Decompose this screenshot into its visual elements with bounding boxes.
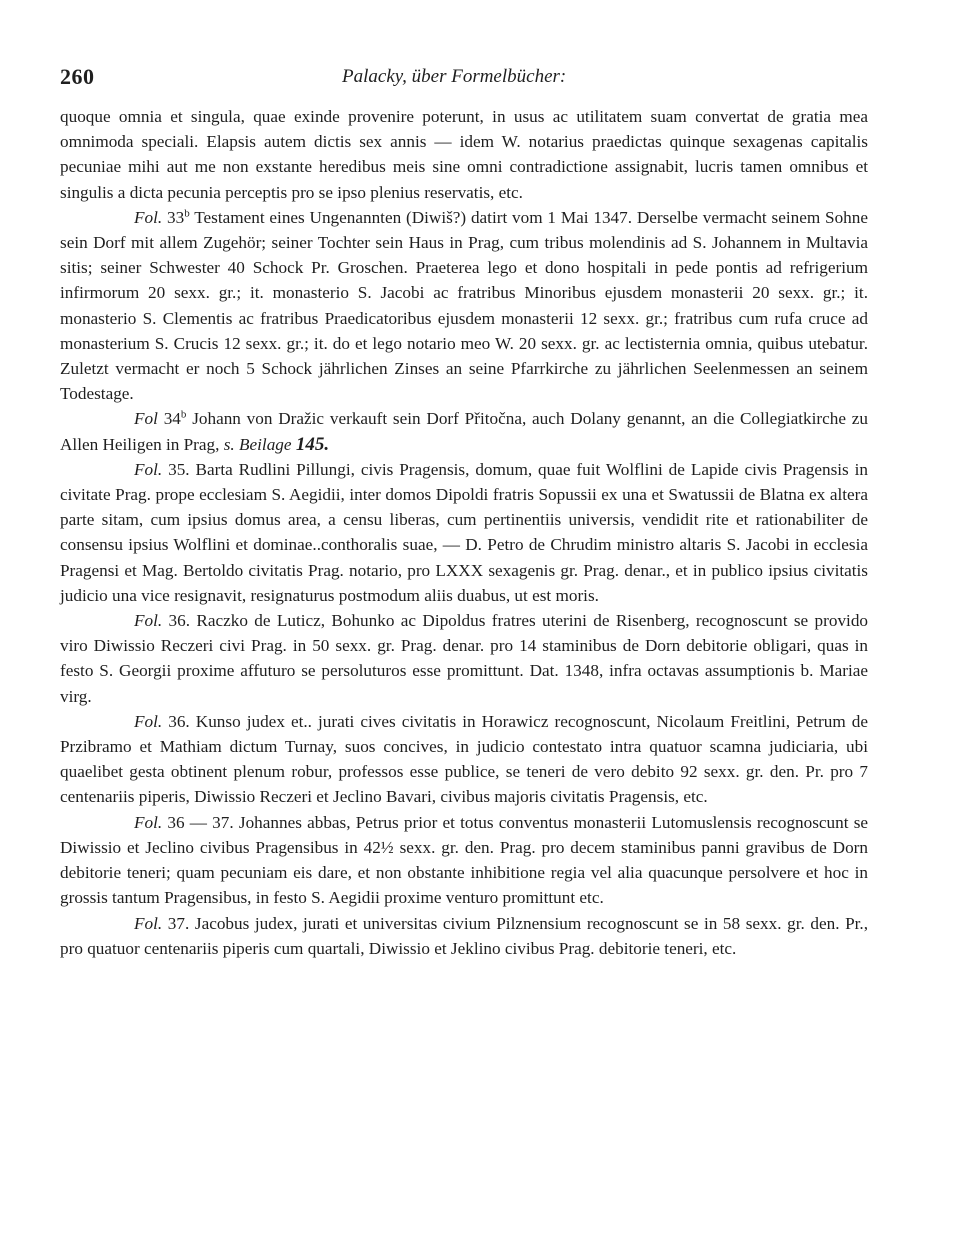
entry-text: Johann von Dražic verkauft sein Dorf Přitočna, auch Dolany genannt, an die Collegiatkirche zu Allen Heiligen in Prag, bbox=[60, 409, 869, 454]
folio-number: 33 bbox=[167, 207, 185, 227]
entry-fol-37 bbox=[60, 911, 868, 961]
reference-prefix: s. bbox=[223, 434, 235, 454]
entry-fol-33b bbox=[60, 205, 868, 407]
running-head bbox=[60, 64, 868, 94]
entry-fol-36-a bbox=[60, 608, 868, 709]
entry-fol-36-37 bbox=[60, 810, 868, 911]
folio-number: 37. bbox=[167, 913, 190, 933]
folio-number: 35. bbox=[168, 459, 190, 479]
folio-number: 34 bbox=[163, 409, 181, 429]
entry-fol-34b bbox=[60, 406, 868, 456]
folio-number: 36. bbox=[168, 711, 190, 731]
folio-number: 36 — 37. bbox=[167, 812, 234, 832]
reference-number: 145. bbox=[295, 433, 330, 455]
folio-superscript: b bbox=[184, 207, 190, 220]
folio-label: Fol. bbox=[134, 711, 163, 731]
entry-text: Raczko de Luticz, Bohunko ac Dipoldus fratres uterini de Risenberg, recognoscunt se provido viro Diwissio Reczeri civi Prag. in 50 sexx. gr. Prag. denar. pro 14 staminibus de Dorn debitorie obligari, quas in festo S. Georgii proxime affuturo se persoluturos esse promittunt. Dat. 1348, infra octavas assumptionis b. Mariae virg. bbox=[60, 611, 869, 706]
reference-label: Beilage bbox=[239, 434, 292, 454]
body-text bbox=[60, 104, 868, 961]
folio-label: Fol. bbox=[134, 459, 163, 479]
folio-number: 36. bbox=[168, 611, 191, 631]
paragraph-continuation bbox=[60, 104, 868, 205]
folio-superscript: b bbox=[180, 408, 187, 421]
entry-text: Jacobus judex, jurati et universitas civium Pilznensium recognoscunt se in 58 sexx. gr. den. Pr., pro quatuor centenariis piperis cum quartali, Diwissio et Jeklino civibus Prag. debitorie teneri, etc. bbox=[60, 913, 869, 958]
paragraph-text: quoque omnia et singula, quae exinde provenire poterunt, in usus ac utilitatem suam convertat de gratia mea omnimoda speciali. Elapsis autem dictis sex annis — idem W. notarius praedictas quinque sexagenas capitalis pecuniae mihi aut me non exstante heredibus meis sine omni contradictione assignabit, lucris tamen omnibus et singulis a dicta pecunia perceptis pro se ipso plenius reservatis, etc. bbox=[60, 107, 868, 202]
folio-label: Fol. bbox=[134, 812, 163, 832]
entry-text: Kunso judex et.. jurati cives civitatis in Horawicz recognoscunt, Nicolaum Freitlini, Petrum de Przibramo et Mathiam dictum Turnay, suos concives, in judicio contestato intra quatuor scamna judiciaria, ubi quaelibet gesta obtinent plenum robur, professos esse publice, se teneri de vero debito 92 sexx. gr. den. Pr. pro 7 centenariis piperis, Diwissio Reczeri et Jeclino Bavari, civibus majoris civitatis Pragensis, etc. bbox=[60, 711, 869, 807]
running-title: Palacky, über Formelbücher: bbox=[342, 66, 567, 87]
entry-fol-36-b bbox=[60, 709, 868, 810]
folio-label: Fol. bbox=[134, 207, 163, 227]
entry-text: Johannes abbas, Petrus prior et totus conventus monasterii Lutomuslensis recognoscunt se Diwissio et Jeclino civibus Pragensibus in 42½ sexx. gr. den. Prag. pro decem staminibus panni gravibus de Dorn debitorie teneri; quam pecuniam eis dare, et non obstante inhibitione regia vel alia quacunque persolvere et hoc in grossis tantum Pragensibus, in festo S. Aegidii proxime venturo promittunt etc. bbox=[60, 812, 869, 908]
folio-label: Fol bbox=[134, 409, 158, 429]
entry-fol-35 bbox=[60, 457, 868, 608]
folio-label: Fol. bbox=[134, 913, 163, 933]
folio-label: Fol. bbox=[134, 611, 163, 631]
page-number: 260 bbox=[60, 64, 95, 89]
entry-text: Barta Rudlini Pillungi, civis Pragensis, domum, quae fuit Wolflini de Lapide civis Pragensis in civitate Prag. prope ecclesiam S. Aegidii, inter domos Dipoldi fratris Sopussii ex una et Swatussii de Blatna ex altera parte sitam, cum ipsius domus area, a censu liberas, cum pertinentiis universis, vendidit rite et rationabiliter de consensu ipsius Wolflini et dominae..conthoralis suae, — D. Petro de Chrudim ministro altaris S. Jacobi in ecclesia Pragensi et Mag. Bertoldo civitatis Prag. notario, pro LXXX sexagenis gr. Prag. denar., et in publico ipsius civitatis judicio una vice resignavit, resignaturus postmodum aliis duabus, ut est moris. bbox=[60, 459, 869, 605]
entry-text: Testament eines Ungenannten (Diwiš?) datirt vom 1 Mai 1347. Derselbe vermacht seinem Sohne sein Dorf mit allem Zugehör; seiner Tochter sein Haus in Prag, cum tribus molendinis ad S. Johannem in Multavia sitis; seiner Schwester 40 Schock Pr. Groschen. Praeterea lego et dono hospitali in pede pontis ad refrigerium infirmorum 20 sexx. gr.; it. monasterio S. Jacobi ac fratribus Minoribus ejusdem monasterii 20 sexx. gr.; it. monasterio S. Clementis ac fratribus Praedicatoribus ejusdem monasterii 12 sexx. gr.; fratribus cum rufa cruce ad monasterium S. Crucis 12 sexx. gr.; it. do et lego notario meo W. 20 sexx. gr. ac lectisternia omnia, quibus utebatur. Zuletzt vermacht er noch 5 Schock jährlichen Zinses an seine Pfarrkirche zu jährlichen Seelenmessen an seinem Todestage. bbox=[60, 207, 868, 404]
